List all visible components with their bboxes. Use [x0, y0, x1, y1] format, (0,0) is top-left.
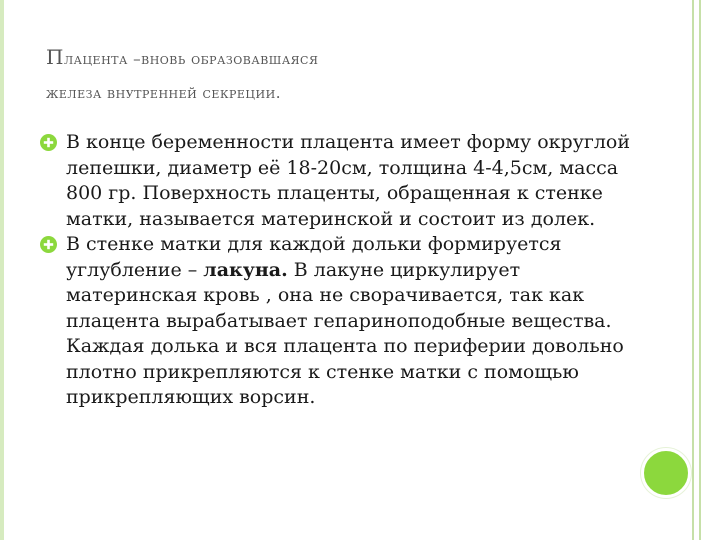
left-frame-border: [0, 0, 4, 540]
bullet-item: [38, 130, 638, 232]
title-line-2: железа внутренней секреции.: [46, 84, 281, 102]
bullet-list: [38, 130, 638, 411]
title-line-1: [46, 40, 676, 76]
title-line-1-rest: лацента –вновь образовавшаяся: [63, 50, 319, 68]
bullet-text: В конце беременности плацента имеет форму округлой лепешки, диаметр её 18-20см, толщина 4-4,5см, масса 800 гр. Поверхность плаценты, обращенная к стенке матки, называется материнской и состоит из долек.: [66, 131, 631, 230]
right-frame-border: [692, 0, 701, 540]
plus-bullet-icon: [40, 236, 57, 253]
bullet-text-after: В лакуне циркулирует материнская кровь , она не сворачивается, так как плацента вырабатывает гепариноподобные вещества. Каждая долька и вся плацента по периферии довольно плотно прикрепляются к стенке матки с помощью прикрепляющих ворсин.: [66, 258, 624, 408]
bullet-item: [38, 232, 638, 411]
bullet-bold-term: лакуна.: [203, 258, 288, 281]
title-initial: П: [46, 45, 64, 69]
plus-bullet-icon: [40, 134, 57, 151]
bullet-text-before: В стенке матки для каждой дольки формируется углубление –: [66, 233, 562, 281]
slide-title: [46, 40, 676, 110]
green-circle-decoration: [641, 448, 691, 498]
